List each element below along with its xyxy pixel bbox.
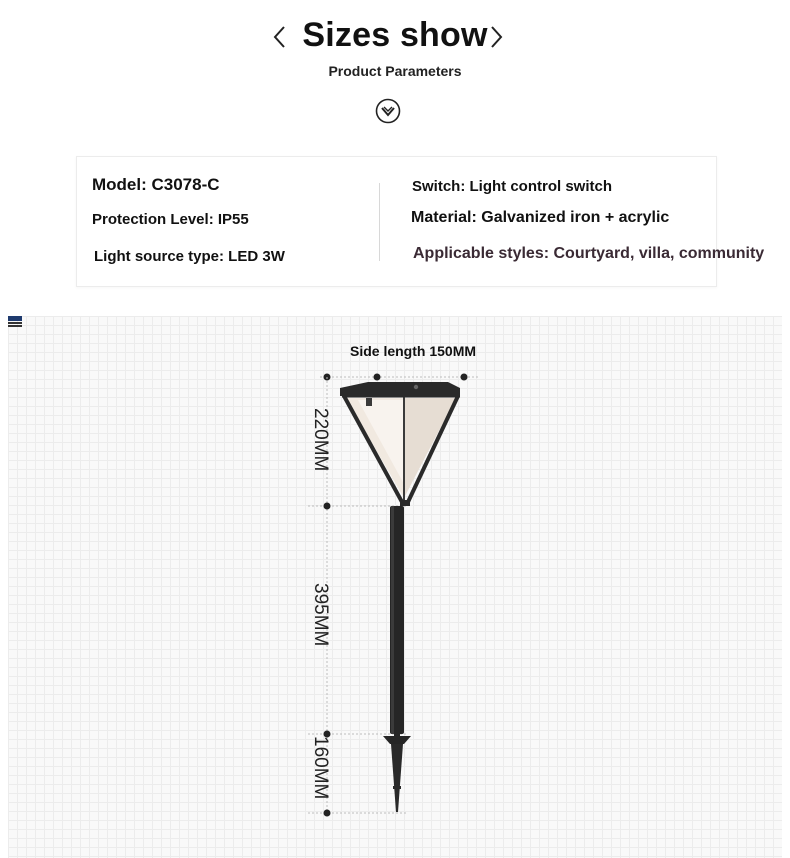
dimension-dot <box>324 810 331 817</box>
spec-divider <box>379 183 380 261</box>
spike-height-label: 160MM <box>310 736 331 800</box>
dimension-dot <box>461 374 468 381</box>
chevron-down-circle-icon <box>375 98 401 124</box>
page-header <box>0 0 790 140</box>
page-subtitle: Product Parameters <box>328 63 462 79</box>
spec-light-source: Light source type: LED 3W <box>94 248 285 265</box>
spec-model: Model: C3078-C <box>92 175 220 194</box>
side-length-label: Side length 150MM <box>350 343 477 359</box>
spec-applicable-styles: Applicable styles: Courtyard, villa, community <box>413 245 765 262</box>
pole-height-label: 395MM <box>310 583 331 647</box>
title-row <box>0 14 790 60</box>
head-height-label: 220MM <box>310 408 331 472</box>
spec-card <box>76 156 765 287</box>
spec-protection-level: Protection Level: IP55 <box>92 211 249 228</box>
lamp-pole <box>383 500 411 812</box>
lamp-illustration <box>8 316 782 858</box>
lamp-head <box>340 382 460 502</box>
chevron-right-icon[interactable] <box>486 24 506 50</box>
page-title: Sizes show <box>302 16 488 54</box>
dimension-dot <box>324 503 331 510</box>
dimension-diagram <box>8 316 782 858</box>
dimension-dot <box>374 374 381 381</box>
spec-material: Material: Galvanized iron + acrylic <box>411 209 670 226</box>
spec-switch: Switch: Light control switch <box>412 178 612 195</box>
menu-icon[interactable] <box>8 316 22 328</box>
